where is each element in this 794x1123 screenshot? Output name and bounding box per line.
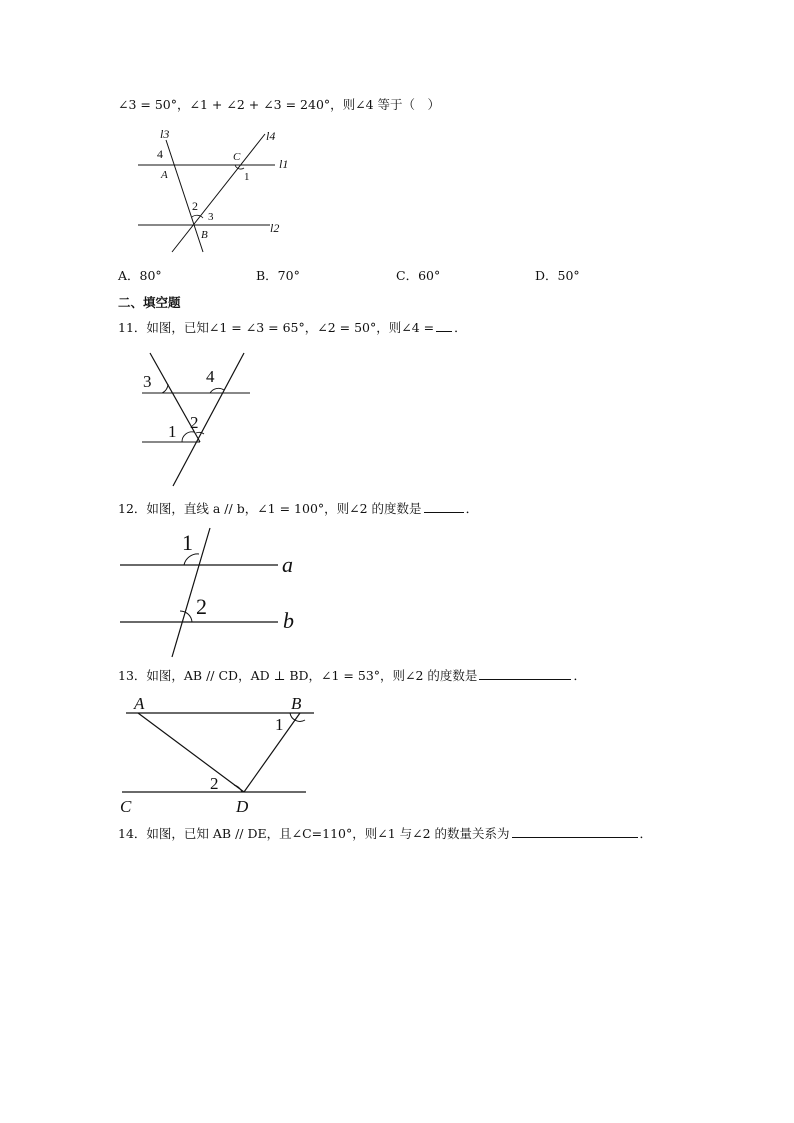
q14-line: [118, 826, 652, 842]
segment-BD: [244, 713, 300, 792]
q13-label-1: 1: [275, 715, 284, 734]
q12-label1: 1: [182, 530, 193, 555]
q11-label4: 4: [206, 367, 215, 386]
label-C: C: [233, 151, 241, 163]
option-a: A．80°: [118, 268, 162, 283]
angle-2-arc: [192, 215, 203, 218]
q13-stem: 13．如图，AB // CD，AD ⊥ BD，∠1 = 53°，则∠2 的度数是: [118, 668, 478, 683]
q12-angle1-arc: [184, 554, 199, 565]
q11-angle1-arc: [182, 432, 194, 442]
q12-label-b: b: [283, 608, 294, 633]
q13-label-D: D: [236, 797, 249, 816]
segment-AD: [138, 713, 244, 792]
q13-answer-blank[interactable]: [479, 678, 571, 680]
label-angle2: 2: [192, 199, 198, 213]
section-title: 二、填空题: [118, 295, 181, 310]
q13-label-A: A: [134, 694, 145, 713]
q11-stem: 11．如图，已知∠1 = ∠3 = 65°，∠2 = 50°，则∠4 =: [118, 320, 435, 335]
q12-answer-blank[interactable]: [424, 511, 464, 513]
label-l4: l4: [266, 129, 276, 143]
q11-angle2-arc: [196, 432, 204, 434]
q11-end: ．: [454, 320, 467, 335]
q12-label2: 2: [196, 594, 207, 619]
label-l2: l2: [270, 221, 280, 235]
q12-end: ．: [465, 501, 479, 516]
q11-answer-blank[interactable]: [436, 330, 452, 332]
line-l4: [172, 134, 265, 252]
q13-label-B: B: [291, 694, 302, 713]
label-A: A: [161, 169, 168, 181]
q11-label3: 3: [143, 372, 152, 391]
q11-angle4-arc: [210, 388, 224, 393]
q13-end: ．: [573, 668, 586, 683]
q13-label-2: 2: [210, 774, 219, 793]
q12-figure: [116, 524, 306, 660]
option-c: C．60°: [396, 268, 441, 283]
q13-figure: [116, 690, 316, 818]
label-angle4: 4: [157, 147, 163, 161]
q10-stem: ∠3 = 50°，∠1 + ∠2 + ∠3 = 240°，则∠4 等于（ ）: [118, 97, 441, 112]
q12-stem: 12．如图，直线 a // b，∠1 = 100°，则∠2 的度数是: [118, 501, 422, 516]
label-angle3: 3: [208, 211, 214, 223]
label-B: B: [201, 229, 208, 241]
q12-angle2-arc: [180, 611, 192, 622]
q14-answer-blank[interactable]: [512, 836, 638, 838]
q14-end: ．: [639, 826, 653, 841]
q11-angle3-arc: [162, 384, 168, 393]
line-l3: [166, 140, 203, 252]
q11-line: [118, 320, 467, 336]
q13-line: [118, 668, 586, 684]
option-d: D．50°: [535, 268, 580, 283]
q12-label-a: a: [282, 552, 293, 577]
q11-label2: 2: [190, 413, 199, 432]
q10-figure: [130, 122, 300, 257]
q12-line: [118, 501, 478, 517]
q14-stem: 14．如图，已知 AB // DE，且∠C=110°，则∠1 与∠2 的数量关系为: [118, 826, 510, 841]
q13-label-C: C: [120, 797, 132, 816]
q11-figure: [138, 350, 258, 490]
label-l3: l3: [160, 127, 170, 141]
label-angle1: 1: [244, 171, 250, 183]
q11-label1: 1: [168, 422, 177, 441]
label-l1: l1: [279, 157, 289, 171]
option-b: B．70°: [256, 268, 300, 283]
